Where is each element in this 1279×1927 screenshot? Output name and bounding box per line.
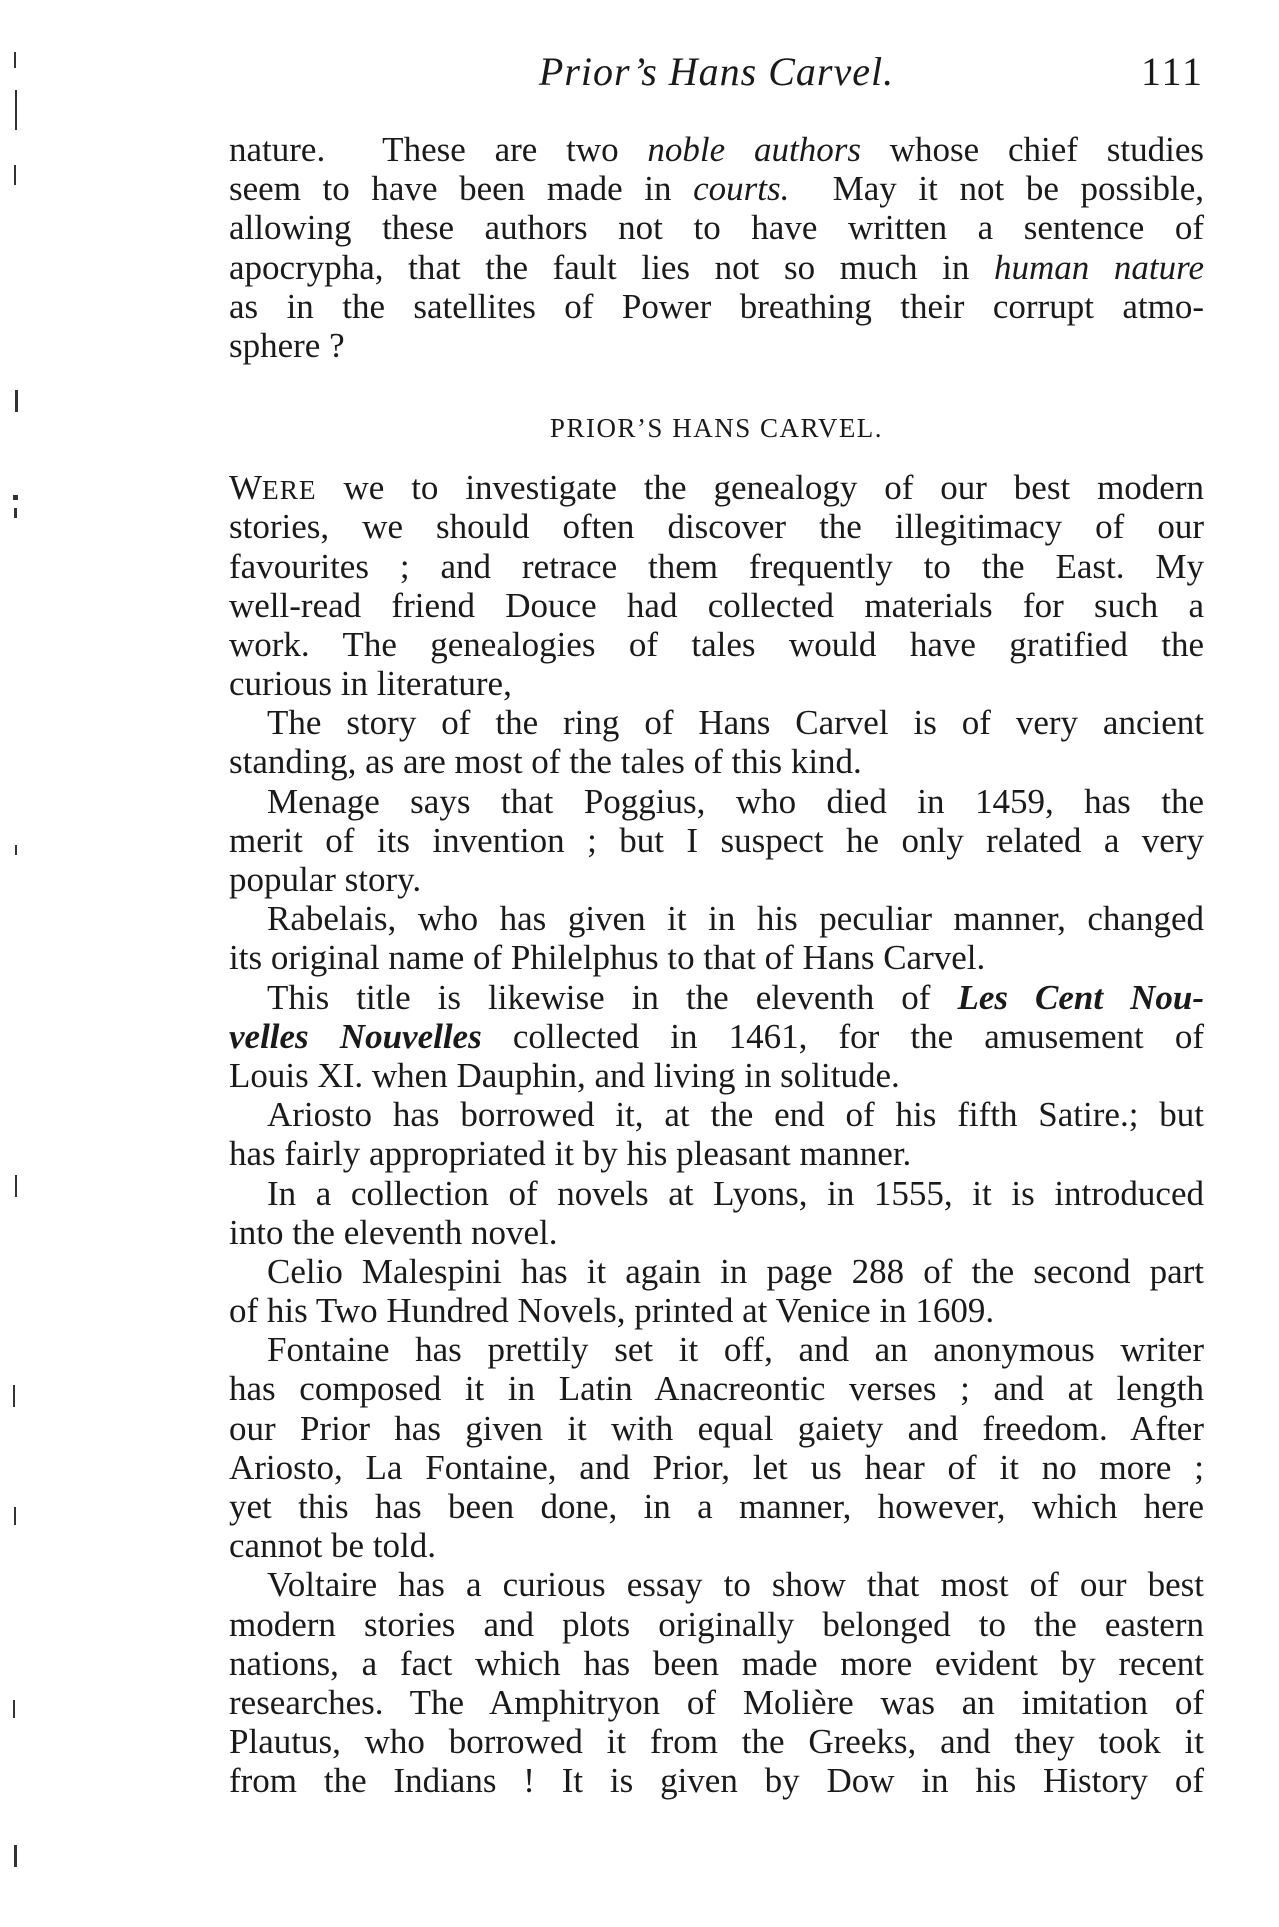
text-line: Ariosto, La Fontaine, and Prior, let us hear of it no more ; (229, 1447, 1204, 1487)
text-line: This title is likewise in the eleventh of Les Cent Nou- (267, 977, 1204, 1017)
text-line: standing, as are most of the tales of this kind. (229, 742, 862, 782)
text-line: sphere ? (229, 325, 345, 365)
text-line: Plautus, who borrowed it from the Greeks, and they took it (229, 1722, 1204, 1762)
text-line: Rabelais, who has given it in his peculiar manner, changed (267, 899, 1204, 939)
text-line: Celio Malespini has it again in page 288 of the second part (267, 1251, 1204, 1291)
text-line: modern stories and plots originally belonged to the eastern (229, 1604, 1204, 1644)
text-line: Louis XI. when Dauphin, and living in solitude. (229, 1055, 900, 1095)
paragraph (229, 1330, 1204, 1565)
page-body (229, 130, 1204, 1801)
text-line: Menage says that Poggius, who died in 1459, has the (267, 781, 1204, 821)
paragraph (229, 703, 1204, 781)
text-line: work. The genealogies of tales would have gratified the (229, 624, 1204, 664)
text-line: allowing these authors not to have written a sentence of (229, 208, 1204, 248)
paragraph (229, 1174, 1204, 1252)
text-line: our Prior has given it with equal gaiety and freedom. After (229, 1408, 1204, 1448)
text-line: seem to have been made in courts. May it not be possible, (229, 169, 1205, 209)
text-line: cannot be told. (229, 1526, 437, 1566)
text-line: popular story. (229, 860, 422, 899)
paragraph (229, 468, 1204, 703)
intro-paragraph (229, 130, 1204, 365)
text-line: into the eleventh novel. (229, 1212, 558, 1252)
running-title: Prior’s Hans Carvel. (538, 49, 895, 94)
text-line: In a collection of novels at Lyons, in 1555, it is introduced (267, 1173, 1204, 1213)
text-line: The story of the ring of Hans Carvel is of very ancient (267, 703, 1204, 743)
text-line: Fontaine has prettily set it off, and an anonymous writer (267, 1330, 1204, 1370)
paragraph (229, 1252, 1204, 1330)
text-line: researches. The Amphitryon of Molière was an imitation of (229, 1682, 1204, 1722)
text-line: nature. These are two noble authors whose chief studies (229, 130, 1204, 169)
section-heading: PRIOR’S HANS CARVEL. (549, 413, 884, 444)
text-line: as in the satellites of Power breathing their corrupt atmo- (229, 286, 1204, 326)
text-line: stories, we should often discover the illegitimacy of our (229, 507, 1204, 547)
paragraph (229, 978, 1204, 1096)
text-line: favourites ; and retrace them frequently to the East. My (229, 546, 1204, 586)
text-line: nations, a fact which has been made more evident by recent (229, 1643, 1204, 1683)
paragraph (229, 782, 1204, 900)
text-line: curious in literature, (229, 664, 512, 704)
text-line: merit of its invention ; but I suspect he only related a very (229, 820, 1204, 860)
text-line: WERE we to investigate the genealogy of our best modern (229, 468, 1204, 508)
text-line: from the Indians ! It is given by Dow in his History of (229, 1761, 1204, 1801)
paragraph (229, 1565, 1204, 1800)
text-line: Voltaire has a curious essay to show that most of our best (267, 1565, 1204, 1605)
text-line: has fairly appropriated it by his pleasant manner. (229, 1134, 912, 1174)
paragraph (229, 899, 1204, 977)
text-line: has composed it in Latin Anacreontic verses ; and at length (229, 1369, 1204, 1409)
text-line: well-read friend Douce had collected materials for such a (229, 585, 1204, 625)
text-line: Ariosto has borrowed it, at the end of his fifth Satire.; but (267, 1095, 1204, 1135)
text-line: of his Two Hundred Novels, printed at Venice in 1609. (229, 1291, 995, 1331)
left-margin-scan-marks (0, 0, 30, 1927)
text-line: velles Nouvelles collected in 1461, for the amusement of (229, 1016, 1204, 1056)
text-line: its original name of Philelphus to that of Hans Carvel. (229, 938, 986, 978)
page-number: 111 (1140, 49, 1204, 94)
text-line: apocrypha, that the fault lies not so much in human nature (229, 247, 1205, 287)
paragraph (229, 1095, 1204, 1173)
text-line: yet this has been done, in a manner, however, which here (229, 1487, 1204, 1526)
page-header (229, 48, 1204, 108)
